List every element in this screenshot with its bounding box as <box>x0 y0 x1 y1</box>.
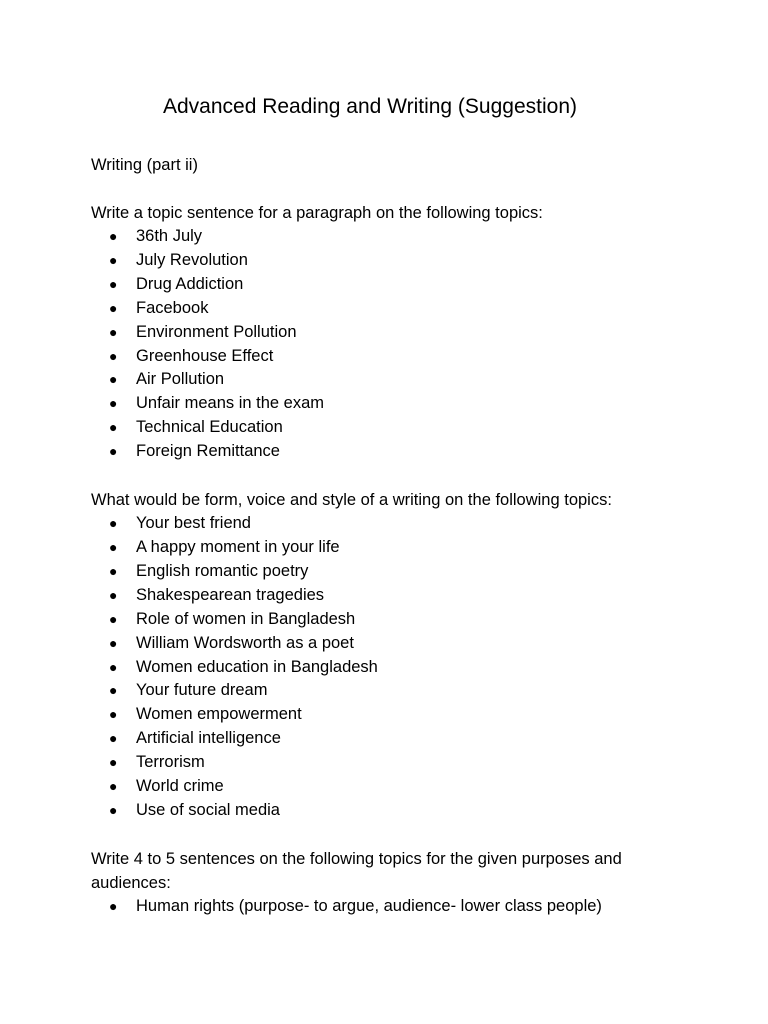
list-item-text: A happy moment in your life <box>136 537 340 556</box>
block-intro: Write 4 to 5 sentences on the following topics for the given purposes and audiences: <box>91 849 622 892</box>
topic-list <box>91 512 691 823</box>
bullet-icon: ● <box>109 730 118 747</box>
list-item-text: Unfair means in the exam <box>136 394 325 413</box>
topic-list <box>91 895 691 919</box>
list-item <box>91 368 691 392</box>
bullet-icon: ● <box>109 538 118 555</box>
bullet-icon: ● <box>109 778 118 795</box>
list-item <box>91 225 691 249</box>
list-item-text: Your future dream <box>136 681 268 700</box>
list-item <box>91 321 691 345</box>
bullet-icon: ● <box>109 801 118 818</box>
list-item-text: Facebook <box>136 298 209 317</box>
list-item <box>91 416 691 440</box>
bullet-icon: ● <box>109 299 118 316</box>
list-item <box>91 512 691 536</box>
list-item <box>91 440 691 464</box>
bullet-icon: ● <box>109 323 118 340</box>
topic-list <box>91 225 691 464</box>
list-item-text: Environment Pollution <box>136 322 297 341</box>
list-item <box>91 536 691 560</box>
list-item-text: Use of social media <box>136 800 280 819</box>
bullet-icon: ● <box>109 347 118 364</box>
document-body <box>91 153 691 919</box>
spacer <box>91 177 691 201</box>
list-item <box>91 703 691 727</box>
list-item-text: Shakespearean tragedies <box>136 585 325 604</box>
list-item <box>91 679 691 703</box>
list-item-text: 36th July <box>136 227 203 245</box>
list-item <box>91 249 691 273</box>
block-intro: What would be form, voice and style of a writing on the following topics: <box>91 491 612 510</box>
list-item-text: William Wordsworth as a poet <box>136 633 354 652</box>
list-item <box>91 273 691 297</box>
list-item <box>91 727 691 751</box>
section-heading: Writing (part ii) <box>91 156 198 174</box>
topic-block-form-voice-style <box>91 488 691 823</box>
block-intro: Write a topic sentence for a paragraph on the following topics: <box>91 204 543 222</box>
bullet-icon: ● <box>109 251 118 268</box>
list-item <box>91 560 691 584</box>
bullet-icon: ● <box>109 275 118 292</box>
list-item-text: Women empowerment <box>136 705 302 724</box>
list-item <box>91 632 691 656</box>
list-item-text: Women education in Bangladesh <box>136 657 378 676</box>
bullet-icon: ● <box>109 443 118 460</box>
bullet-icon: ● <box>109 658 118 675</box>
list-item-text: Air Pollution <box>136 370 225 389</box>
bullet-icon: ● <box>109 371 118 388</box>
list-item <box>91 584 691 608</box>
list-item-text: Drug Addiction <box>136 274 244 293</box>
list-item-text: Technical Education <box>136 418 283 437</box>
bullet-icon: ● <box>109 610 118 627</box>
bullet-icon: ● <box>109 562 118 579</box>
bullet-icon: ● <box>109 706 118 723</box>
bullet-icon: ● <box>109 395 118 412</box>
bullet-icon: ● <box>109 419 118 436</box>
list-item-text: July Revolution <box>136 250 248 269</box>
bullet-icon: ● <box>109 228 118 244</box>
document-title: Advanced Reading and Writing (Suggestion) <box>162 95 578 118</box>
list-item <box>91 895 691 919</box>
bullet-icon: ● <box>109 754 118 771</box>
list-item-text: Foreign Remittance <box>136 442 280 461</box>
list-item <box>91 799 691 823</box>
bullet-icon: ● <box>109 682 118 699</box>
bullet-icon: ● <box>109 897 118 914</box>
topic-block-purpose-audience <box>91 847 691 919</box>
bullet-icon: ● <box>109 634 118 651</box>
list-item <box>91 656 691 680</box>
list-item-text: World crime <box>136 777 224 796</box>
list-item-text: Human rights (purpose- to argue, audience- lower class people) <box>136 896 602 915</box>
list-item-text: Artificial intelligence <box>136 729 281 748</box>
list-item-text: Role of women in Bangladesh <box>136 609 356 628</box>
list-item-text: English romantic poetry <box>136 561 309 580</box>
list-item-text: Greenhouse Effect <box>136 346 274 365</box>
spacer <box>91 464 691 488</box>
list-item <box>91 345 691 369</box>
list-item <box>91 297 691 321</box>
list-item-text: Your best friend <box>136 514 251 533</box>
spacer <box>91 823 691 847</box>
list-item <box>91 392 691 416</box>
list-item-text: Terrorism <box>136 753 205 772</box>
list-item <box>91 608 691 632</box>
bullet-icon: ● <box>109 586 118 603</box>
list-item <box>91 751 691 775</box>
topic-block-topic-sentence <box>91 201 691 464</box>
list-item <box>91 775 691 799</box>
bullet-icon: ● <box>109 515 118 532</box>
